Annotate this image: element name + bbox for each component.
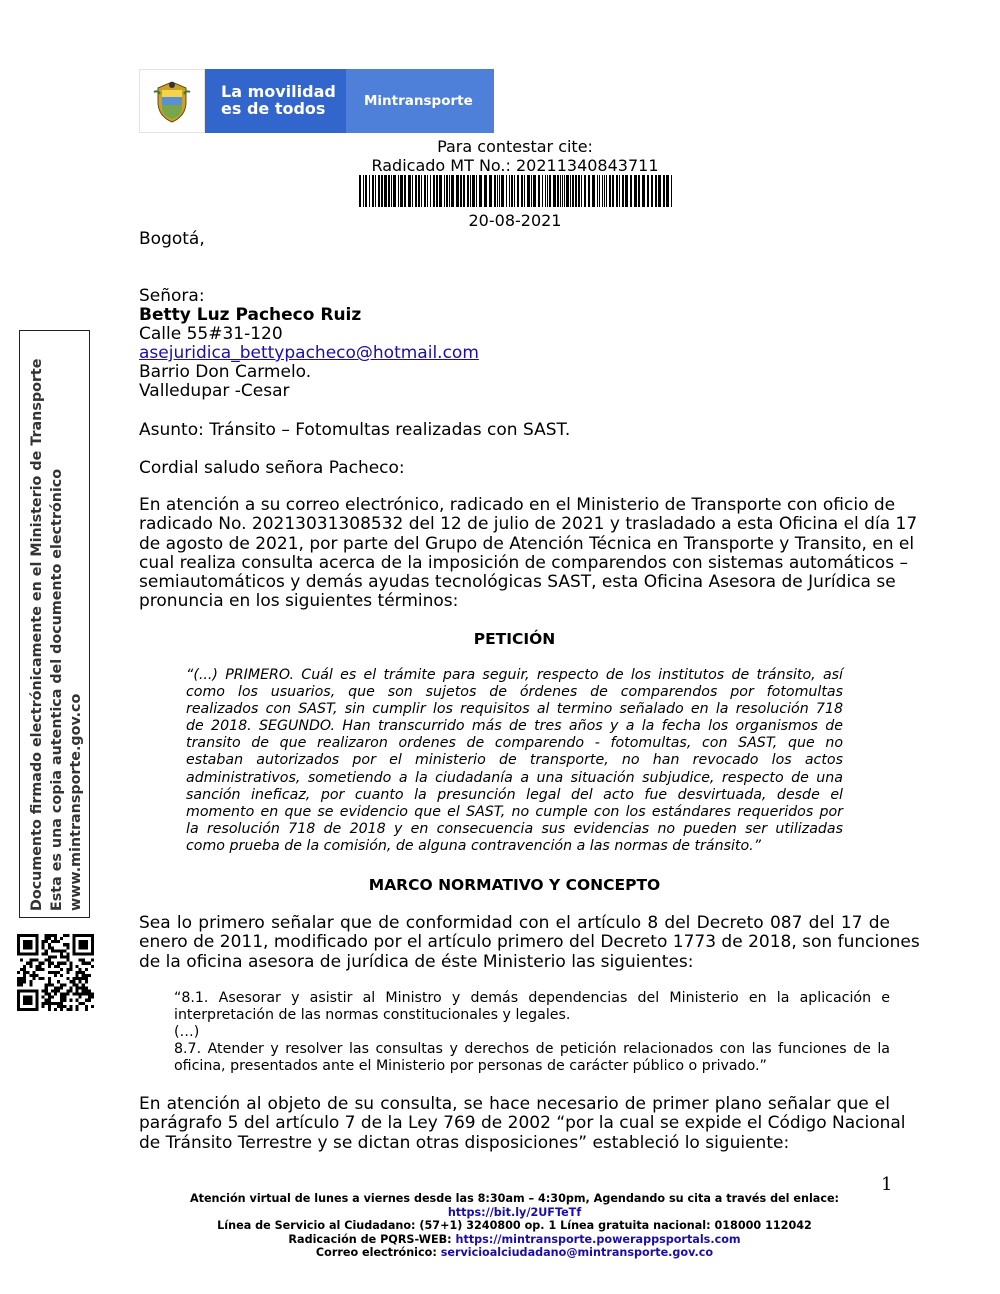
- marco-line: enero de 2011, modificado por el artículo primero del Decreto 1773 de 2018, son funciones: [139, 932, 920, 953]
- recipient-salutation: Señora:: [139, 286, 205, 306]
- city-line: Bogotá,: [139, 229, 205, 249]
- footer-appointment-link[interactable]: https://bit.ly/2UFTeTf: [447, 1205, 582, 1219]
- recipient-barrio: Barrio Don Carmelo.: [139, 362, 312, 382]
- footer-email-link[interactable]: servicioalciudadano@mintransporte.gov.co: [440, 1246, 714, 1260]
- quote-line: de 2018. SEGUNDO. Han transcurrido más de tres años y a la fecha los organismos de: [186, 718, 843, 735]
- marco-heading: MARCO NORMATIVO Y CONCEPTO: [368, 876, 661, 894]
- function-line: 8.7. Atender y resolver las consultas y derechos de petición relacionados con las funciones de la: [174, 1041, 890, 1058]
- peticion-quote: [186, 667, 843, 855]
- quote-line: como los usuarios, que son sujetos de órdenes de comparendos por fotomultas: [186, 684, 843, 701]
- footer-hours: Atención virtual de lunes a viernes desde las 8:30am – 4:30pm, Agendando su cita a través del enlace:: [189, 1192, 840, 1205]
- recipient-city: Valledupar -Cesar: [139, 381, 290, 401]
- footer: [139, 1192, 890, 1260]
- qr-code-icon: [17, 934, 94, 1011]
- footer-email-label: Correo electrónico:: [315, 1246, 441, 1260]
- intro-line: de agosto de 2021, por parte del Grupo de Atención Técnica en Transporte y Transito, en el: [139, 533, 915, 554]
- marco-line: Sea lo primero señalar que de conformidad con el artículo 8 del Decreto 087 del 17 de: [139, 913, 890, 933]
- stamp-line-3: www.mintransporte.gov.co: [68, 693, 84, 911]
- marco-line: de la oficina asesora de jurídica de éste Ministerio las siguientes:: [139, 951, 694, 972]
- function-line: oficina, presentados ante el Ministerio por personas de carácter público o privado.”: [174, 1058, 767, 1075]
- quote-line: sanción ineficaz, por cuanto la presunción legal del acto fue desvirtuada, desde el: [186, 786, 843, 803]
- intro-line: cual realiza consulta acerca de la imposición de comparendos con sistemas automáticos –: [139, 552, 908, 573]
- function-line: (…): [174, 1024, 200, 1041]
- radicado-date: 20-08-2021: [468, 211, 562, 230]
- footer-pqrs-label: Radicación de PQRS-WEB:: [288, 1232, 456, 1246]
- radicado-number: Radicado MT No.: 20211340843711: [371, 156, 659, 175]
- coat-of-arms-icon: [139, 69, 205, 133]
- closing-line: parágrafo 5 del artículo 7 de la Ley 769 de 2002 “por la cual se expide el Código Nacional: [139, 1113, 906, 1134]
- intro-paragraph: [139, 495, 918, 612]
- closing-paragraph: [139, 1094, 906, 1153]
- quote-line: administrativos, sometiendo a la ciudadanía a una situación subjudice, respecto de una: [186, 769, 843, 786]
- quote-line: transito de que realizaron ordenes de comparendo - fotomultas, con SAST, que no: [186, 735, 843, 752]
- subject-line: Asunto: Tránsito – Fotomultas realizadas con SAST.: [139, 420, 571, 440]
- quote-line: “(...) PRIMERO. Cuál es el trámite para seguir, respecto de los institutos de tránsito, así: [186, 667, 843, 683]
- recipient-name: Betty Luz Pacheco Ruiz: [139, 305, 362, 325]
- recipient-email-link[interactable]: asejuridica_bettypacheco@hotmail.com: [139, 343, 479, 363]
- closing-line: En atención al objeto de su consulta, se hace necesario de primer plano señalar que el: [139, 1094, 890, 1114]
- slogan-line-2: es de todos: [221, 99, 326, 118]
- quote-line: realizados con SAST, sin cumplir los requisitos al termino señalado en la resolución 718: [186, 701, 843, 718]
- footer-pqrs-link[interactable]: https://mintransporte.powerappsportals.com: [455, 1232, 741, 1246]
- mintransporte-logo: [139, 69, 494, 133]
- function-line: “8.1. Asesorar y asistir al Ministro y demás dependencias del Ministerio en la aplicación e: [174, 990, 890, 1006]
- slogan-line-1: La movilidad: [221, 82, 336, 101]
- electronic-signature-stamp: [19, 330, 90, 918]
- functions-quote: [174, 990, 890, 1075]
- stamp-line-1: Documento firmado electrónicamente en el Ministerio de Transporte: [29, 358, 45, 911]
- quote-line: la resolución 718 de 2018 y en consecuencia sus evidencias no pueden ser utilizadas: [186, 820, 843, 837]
- page-number: 1: [881, 1174, 893, 1195]
- intro-line: semiautomáticos y demás ayudas tecnológicas SAST, esta Oficina Asesora de Jurídica se: [139, 572, 896, 593]
- intro-line: pronuncia en los siguientes términos:: [139, 591, 459, 612]
- intro-line: En atención a su correo electrónico, radicado en el Ministerio de Transporte con oficio de: [139, 495, 896, 515]
- recipient-address: Calle 55#31-120: [139, 324, 283, 344]
- quote-line: estaban autorizados por el ministerio de transporte, no han revocado los actos: [186, 752, 843, 769]
- closing-line: de Tránsito Terrestre y se dictan otras disposiciones” estableció lo siguiente:: [139, 1132, 790, 1153]
- footer-phone: Línea de Servicio al Ciudadano: (57+1) 3240800 op. 1 Línea gratuita nacional: 018000 112042: [217, 1219, 812, 1233]
- brand-name: Mintransporte: [346, 69, 494, 133]
- stamp-line-2: Esta es una copia autentica del documento electrónico: [48, 468, 65, 911]
- function-line: interpretación de las normas constitucionales y legales.: [174, 1007, 571, 1024]
- peticion-heading: PETICIÓN: [473, 630, 556, 648]
- intro-line: radicado No. 20213031308532 del 12 de julio de 2021 y trasladado a esta Oficina el día 17: [139, 514, 918, 535]
- quote-line: momento en que se evidencio que el SAST, no cumple con los estándares requeridos por: [186, 803, 843, 820]
- slogan: [205, 69, 346, 133]
- cite-instruction: Para contestar cite:: [437, 137, 593, 156]
- greeting-line: Cordial saludo señora Pacheco:: [139, 458, 405, 478]
- quote-line: como prueba de la comisión, de alguna contravención a las normas de tránsito.”: [186, 837, 762, 854]
- marco-paragraph: [139, 913, 920, 972]
- barcode: [359, 175, 672, 207]
